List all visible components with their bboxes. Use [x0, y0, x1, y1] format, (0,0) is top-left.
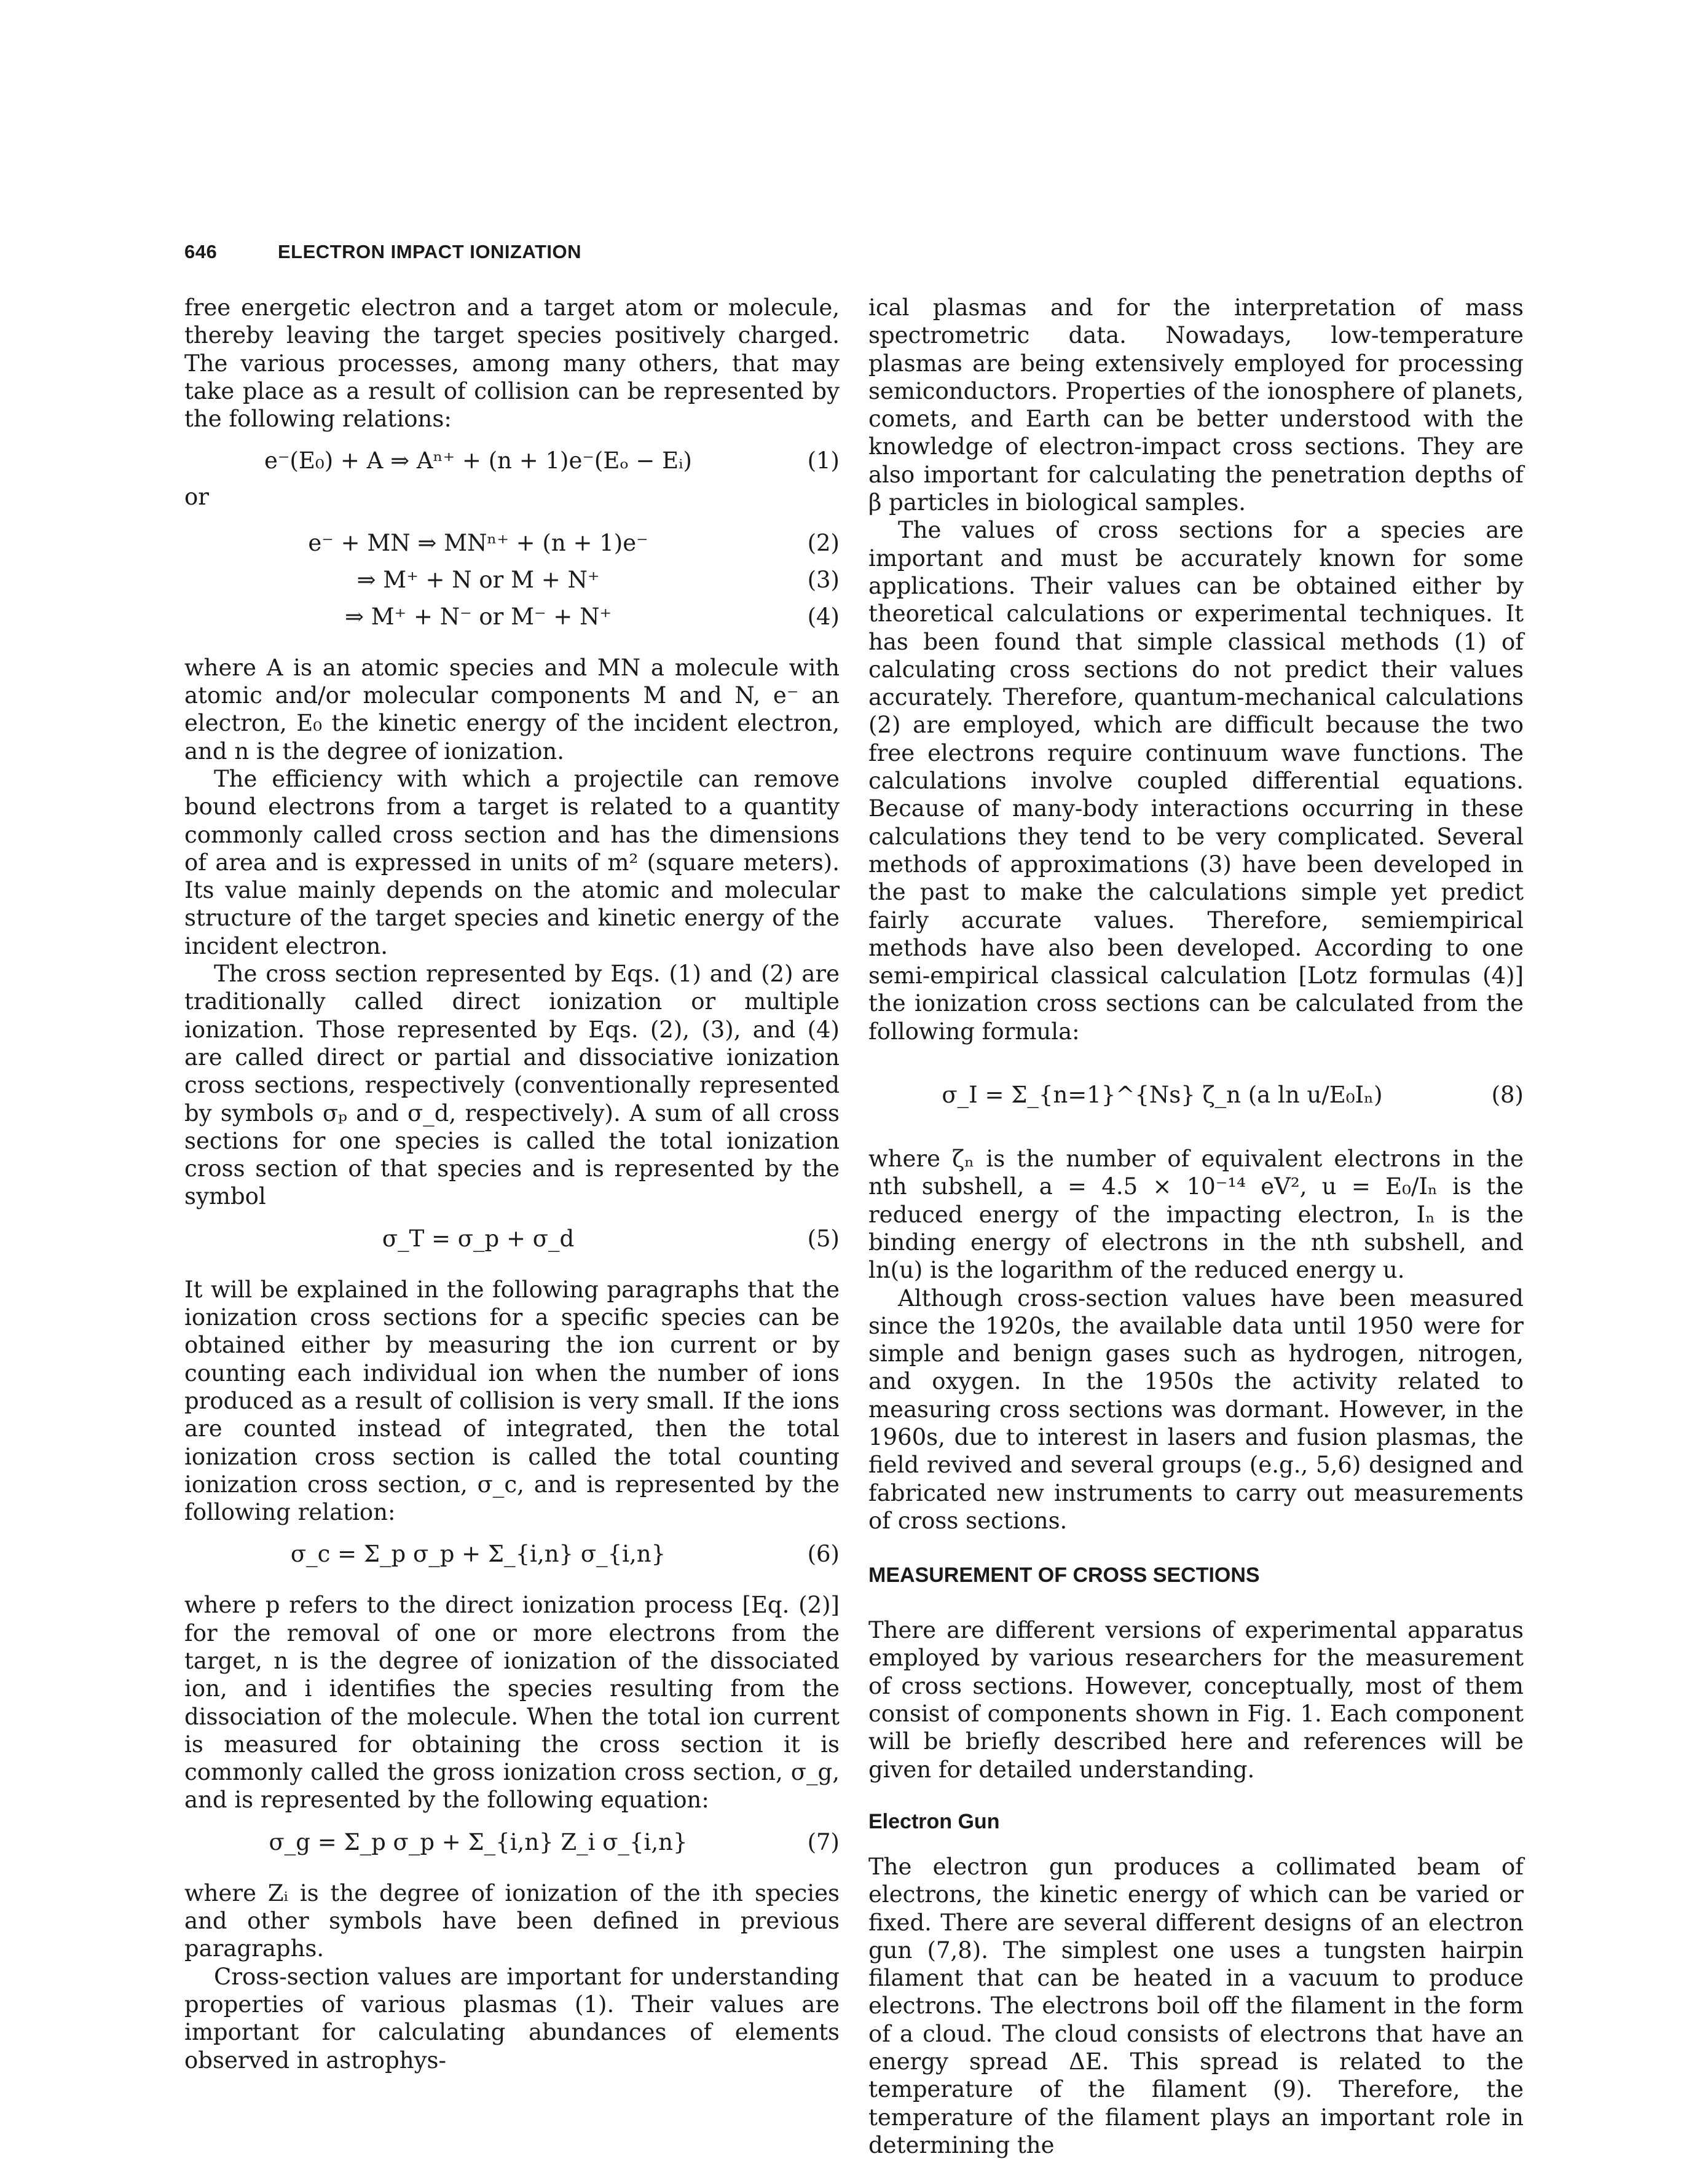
- right-column: [868, 294, 1524, 2159]
- equation-body: ⇒ M⁺ + N⁻ or M⁻ + N⁺: [345, 603, 612, 630]
- equation-2: [184, 525, 840, 562]
- page-number: 646: [184, 241, 218, 262]
- equation-number: (4): [807, 603, 840, 630]
- equation-1: [184, 442, 840, 479]
- equation-body: σ_T = σ_p + σ_d: [382, 1225, 575, 1252]
- paragraph: where A is an atomic species and MN a molecule with atomic and/or molecular components M and N, e⁻ an electron, E₀ the kinetic energy of the incident electron, and n is the degree of ionization.: [184, 654, 840, 765]
- paragraph: The electron gun produces a collimated beam of electrons, the kinetic energy of which can be varied or fixed. There are several different designs of an electron gun (7,8). The simplest one uses a tungsten hairpin filament that can be heated in a vacuum to produce electrons. The electrons boil off the filament in the form of a cloud. The cloud consists of electrons that have an energy spread ΔE. This spread is related to the temperature of the filament (9). Therefore, the temperature of the filament plays an important role in determining the: [868, 1853, 1524, 2158]
- section-heading: MEASUREMENT OF CROSS SECTIONS: [868, 1563, 1260, 1587]
- equation-number: (8): [1491, 1082, 1524, 1109]
- equation-number: (2): [807, 529, 840, 556]
- equation-body: e⁻(E₀) + A ⇒ Aⁿ⁺ + (n + 1)e⁻(Eₒ − Eᵢ): [264, 447, 692, 474]
- equation-body: σ_c = Σ_p σ_p + Σ_{i,n} σ_{i,n}: [290, 1541, 666, 1568]
- paragraph: It will be explained in the following paragraphs that the ionization cross sections for a specific species can be obtained either by measuring the ion current or by counting each individual ion when the number of ions produced as a result of collision is very small. If the ions are counted instead of integrated, then the total ionization cross section is called the total counting ionization cross section, σ_c, and is represented by the following relation:: [184, 1276, 840, 1526]
- running-title: ELECTRON IMPACT IONIZATION: [278, 241, 582, 262]
- paragraph: ical plasmas and for the interpretation of mass spectrometric data. Nowadays, low-temperature plasmas are being extensively employed for processing semiconductors. Properties of the ionosphere of planets, comets, and Earth can be better understood with the knowledge of electron-impact cross sections. They are also important for calculating the penetration depths of β particles in biological samples.: [868, 294, 1524, 516]
- equation-number: (6): [807, 1541, 840, 1568]
- equation-body: σ_I = Σ_{n=1}^{Ns} ζ_n (a ln u/E₀Iₙ): [942, 1082, 1383, 1109]
- equation-4: [184, 599, 840, 635]
- equation-body: e⁻ + MN ⇒ MNⁿ⁺ + (n + 1)e⁻: [308, 529, 648, 556]
- paragraph: The efficiency with which a projectile can remove bound electrons from a target is related to a quantity commonly called cross section and has the dimensions of area and is expressed in units of m² (square meters). Its value mainly depends on the atomic and molecular structure of the target species and kinetic energy of the incident electron.: [184, 765, 840, 959]
- running-header: [184, 241, 1537, 268]
- equation-3: [184, 562, 840, 599]
- equation-6: [184, 1536, 840, 1573]
- equation-body: σ_g = Σ_p σ_p + Σ_{i,n} Z_i σ_{i,n}: [269, 1828, 688, 1855]
- equation-body: ⇒ M⁺ + N or M + N⁺: [356, 566, 600, 593]
- paragraph: Although cross-section values have been measured since the 1920s, the available data until 1950 were for simple and benign gases such as hydrogen, nitrogen, and oxygen. In the 1950s the activity related to measuring cross sections was dormant. However, in the 1960s, due to interest in lasers and fusion plasmas, the field revived and several groups (e.g., 5,6) designed and fabricated new instruments to carry out measurements of cross sections.: [868, 1284, 1524, 1534]
- or-label: or: [184, 484, 209, 511]
- equation-number: (7): [807, 1828, 840, 1855]
- subsection-heading: Electron Gun: [868, 1809, 1000, 1833]
- paragraph: There are different versions of experimental apparatus employed by various researchers for the measurement of cross sections. However, conceptually, most of them consist of components shown in Fig. 1. Each component will be briefly described here and references will be given for detailed understanding.: [868, 1617, 1524, 1783]
- paragraph: where ζₙ is the number of equivalent electrons in the nth subshell, a = 4.5 × 10⁻¹⁴ eV², u = E₀/Iₙ is the reduced energy of the impacting electron, Iₙ is the binding energy of electrons in the nth subshell, and ln(u) is the logarithm of the reduced energy u.: [868, 1146, 1524, 1284]
- paragraph: Cross-section values are important for understanding properties of various plasmas (1). Their values are important for calculating abundances of elements observed in astrophys-: [184, 1963, 840, 2074]
- left-column: [184, 294, 840, 2074]
- equation-number: (5): [807, 1225, 840, 1252]
- paragraph: free energetic electron and a target atom or molecule, thereby leaving the target species positively charged. The various processes, among many others, that may take place as a result of collision can be represented by the following relations:: [184, 294, 840, 433]
- equation-number: (1): [807, 447, 840, 474]
- equation-number: (3): [807, 566, 840, 593]
- equation-8: [868, 1055, 1524, 1135]
- equation-5: [184, 1221, 840, 1257]
- paragraph: The values of cross sections for a species are important and must be accurately known for some applications. Their values can be obtained either by theoretical calculations or experimental techniques. It has been found that simple classical methods (1) of calculating cross sections do not predict their values accurately. Therefore, quantum-mechanical calculations (2) are employed, which are difficult because the two free electrons require continuum wave functions. The calculations involve coupled differential equations. Because of many-body interactions occurring in these calculations they tend to be very complicated. Several methods of approximations (3) have been developed in the past to make the calculations simple yet predict fairly accurate values. Therefore, semiempirical methods have also been developed. According to one semi-empirical classical calculation [Lotz formulas (4)] the ionization cross sections can be calculated from the following formula:: [868, 517, 1524, 1045]
- paragraph: The cross section represented by Eqs. (1) and (2) are traditionally called direct ionization or multiple ionization. Those represented by Eqs. (2), (3), and (4) are called direct or partial and dissociative ionization cross sections, respectively (conventionally represented by symbols σₚ and σ_d, respectively). A sum of all cross sections for one species is called the total ionization cross section of that species and is represented by the symbol: [184, 961, 840, 1210]
- paragraph: where p refers to the direct ionization process [Eq. (2)] for the removal of one or more electrons from the target, n is the degree of ionization of the dissociated ion, and i identifies the species resulting from the dissociation of the molecule. When the total ion current is measured for obtaining the cross section it is commonly called the gross ionization cross section, σ_g, and is represented by the following equation:: [184, 1592, 840, 1814]
- equation-7: [184, 1824, 840, 1861]
- paragraph: where Zᵢ is the degree of ionization of the ith species and other symbols have been defined in previous paragraphs.: [184, 1879, 840, 1962]
